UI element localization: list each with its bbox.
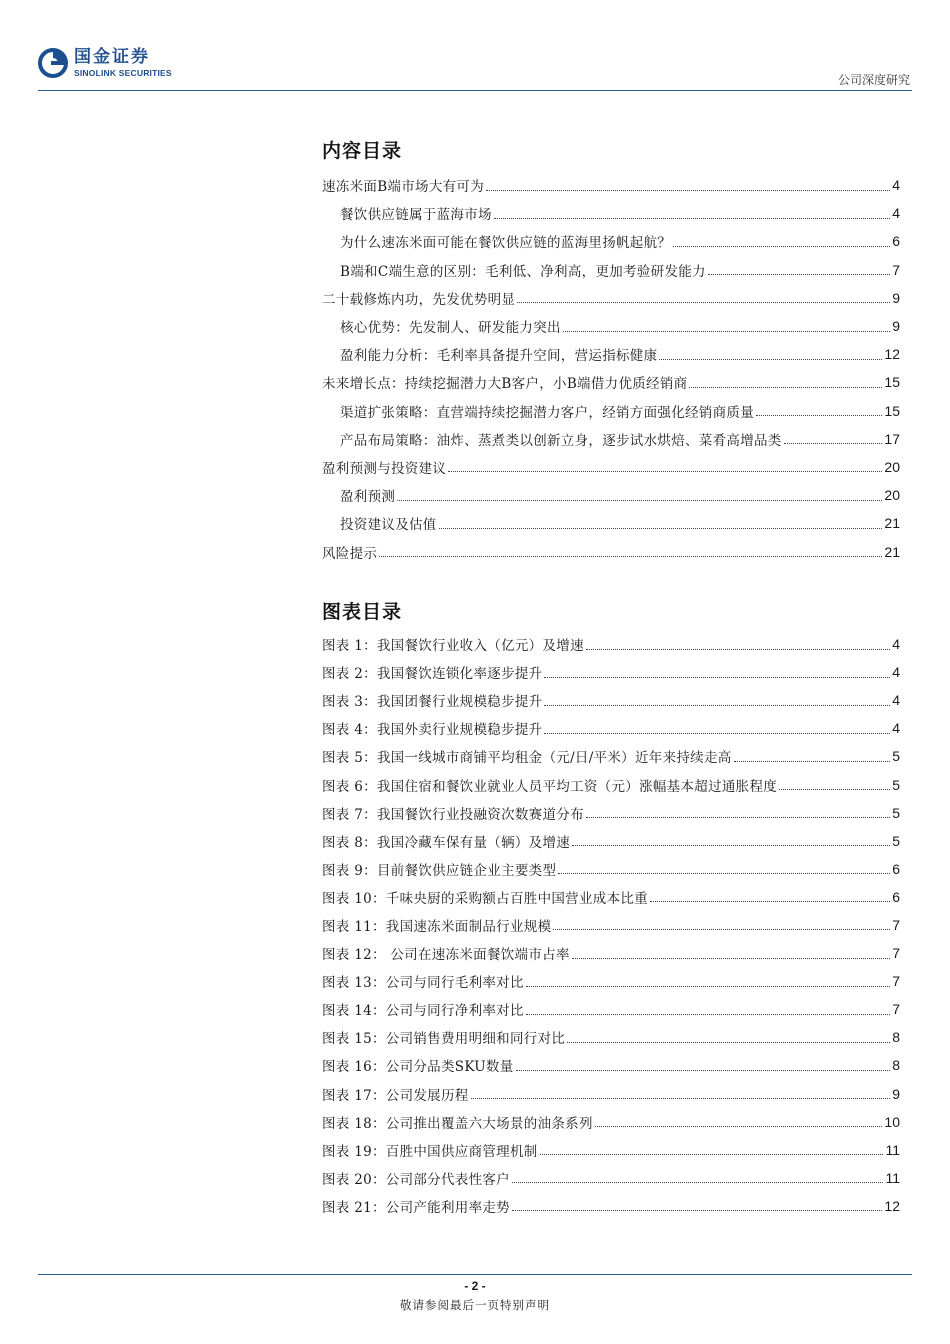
toc-entry-page: 15	[884, 374, 900, 391]
figure-entry-title: 图表 15：公司销售费用明细和同行对比	[322, 1031, 566, 1048]
dot-leader	[572, 845, 890, 846]
figure-entry[interactable]	[322, 939, 900, 967]
toc-entry-title: 速冻米面B端市场大有可为	[322, 179, 485, 196]
figure-entry[interactable]	[322, 995, 900, 1023]
figure-entry-page: 7	[892, 1001, 900, 1018]
figure-entry-page: 6	[892, 888, 900, 905]
figure-entry-page: 11	[885, 1141, 900, 1158]
figure-entry-page: 6	[892, 860, 900, 877]
figure-entry-title: 图表 19：百胜中国供应商管理机制	[322, 1143, 538, 1160]
toc-entry-page: 9	[892, 289, 900, 306]
figure-entry-title: 图表 20：公司部分代表性客户	[322, 1171, 510, 1188]
figure-entry-title: 图表 21：公司产能利用率走势	[322, 1199, 510, 1216]
toc-entry[interactable]	[322, 537, 900, 565]
toc-entry-title: 风险提示	[322, 545, 378, 562]
toc-entry-title: 二十载修炼内功，先发优势明显	[322, 291, 516, 308]
toc-entry-title: 盈利预测与投资建议	[322, 460, 447, 477]
toc-entry[interactable]	[322, 171, 900, 199]
figure-entry-page: 5	[892, 748, 900, 765]
dot-leader	[659, 359, 882, 360]
figure-entry-title: 图表 14：公司与同行净利率对比	[322, 1003, 524, 1020]
toc-entry-title: 餐饮供应链属于蓝海市场	[340, 207, 492, 224]
toc-entry[interactable]	[322, 227, 900, 255]
dot-leader	[526, 1014, 890, 1015]
dot-leader	[756, 415, 882, 416]
toc-entry-title: 未来增长点：持续挖掘潜力大B客户，小B端借力优质经销商	[322, 376, 688, 393]
figure-entry-title: 图表 11：我国速冻米面制品行业规模	[322, 918, 552, 935]
figure-entry-page: 7	[892, 945, 900, 962]
figure-entry-page: 5	[892, 776, 900, 793]
toc-entry-page: 4	[892, 177, 900, 194]
toc-entry[interactable]	[322, 199, 900, 227]
dot-leader	[779, 789, 890, 790]
logo-name-cn: 国金证券	[74, 46, 150, 67]
figure-entry-title: 图表 6：我国住宿和餐饮业就业人员平均工资（元）涨幅基本超过通胀程度	[322, 778, 778, 795]
figure-entry-title: 图表 13：公司与同行毛利率对比	[322, 975, 524, 992]
figure-entry[interactable]	[322, 742, 900, 770]
dot-leader	[595, 1126, 883, 1127]
figure-entry-title: 图表 9：目前餐饮供应链企业主要类型	[322, 862, 557, 879]
figure-entry-page: 4	[892, 720, 900, 737]
dot-leader	[784, 443, 883, 444]
dot-leader	[512, 1210, 882, 1211]
toc-entry-title: 盈利预测	[340, 489, 396, 506]
dot-leader	[448, 471, 882, 472]
dot-leader	[544, 705, 890, 706]
dot-leader	[544, 733, 890, 734]
dot-leader	[734, 761, 891, 762]
figure-entry[interactable]	[322, 630, 900, 658]
toc-entry-title: 为什么速冻米面可能在餐饮供应链的蓝海里扬帆起航？	[340, 235, 672, 252]
dot-leader	[379, 556, 882, 557]
page-header	[38, 48, 912, 94]
toc-list	[322, 171, 900, 566]
company-logo	[38, 48, 172, 78]
dot-leader	[563, 331, 890, 332]
figure-entry-title: 图表 8：我国冷藏车保有量（辆）及增速	[322, 834, 571, 851]
figure-entry[interactable]	[322, 911, 900, 939]
toc-entry-page: 6	[892, 233, 900, 250]
figure-entry[interactable]	[322, 883, 900, 911]
toc-entry-title: 渠道扩张策略：直营端持续挖掘潜力客户，经销方面强化经销商质量	[340, 404, 754, 421]
page-number: - 2 -	[464, 1279, 486, 1293]
figure-entry[interactable]	[322, 1051, 900, 1079]
figure-entry[interactable]	[322, 855, 900, 883]
figure-entry-page: 8	[892, 1029, 900, 1046]
dot-leader	[558, 873, 890, 874]
figure-entry[interactable]	[322, 770, 900, 798]
dot-leader	[526, 986, 890, 987]
dot-leader	[572, 958, 890, 959]
figure-entry-page: 5	[892, 832, 900, 849]
dot-leader	[689, 387, 882, 388]
figure-entry-page: 8	[892, 1057, 900, 1074]
toc-entry-page: 17	[884, 430, 900, 447]
toc-entry-page: 20	[884, 487, 900, 504]
figure-entry[interactable]	[322, 714, 900, 742]
figure-entry-page: 4	[892, 636, 900, 653]
figure-entry[interactable]	[322, 1164, 900, 1192]
dot-leader	[553, 929, 890, 930]
toc-entry[interactable]	[322, 397, 900, 425]
figure-entry-page: 7	[892, 973, 900, 990]
figure-entry-title: 图表 17：公司发展历程	[322, 1087, 469, 1104]
toc-entry[interactable]	[322, 284, 900, 312]
toc-entry[interactable]	[322, 453, 900, 481]
sinolink-logo-icon	[38, 48, 68, 78]
figure-entry-title: 图表 2：我国餐饮连锁化率逐步提升	[322, 666, 543, 683]
toc-entry-page: 4	[892, 205, 900, 222]
report-type-label: 公司深度研究	[837, 73, 910, 87]
dot-leader	[650, 901, 890, 902]
toc-entry[interactable]	[322, 256, 900, 284]
dot-leader	[397, 500, 882, 501]
dot-leader	[567, 1042, 890, 1043]
toc-entry-page: 7	[892, 261, 900, 278]
dot-leader	[544, 677, 890, 678]
figure-entry[interactable]	[322, 686, 900, 714]
toc-entry-title: 投资建议及估值	[340, 517, 437, 534]
dot-leader	[486, 190, 890, 191]
figure-entry[interactable]	[322, 1023, 900, 1051]
figure-entry-title: 图表 10：千味央厨的采购额占百胜中国营业成本比重	[322, 890, 648, 907]
dot-leader	[708, 274, 890, 275]
figure-entry-title: 图表 18：公司推出覆盖六大场景的油条系列	[322, 1115, 593, 1132]
toc-entry-page: 12	[884, 346, 900, 363]
dot-leader	[586, 817, 890, 818]
footer-disclaimer: 敬请参阅最后一页特别声明	[400, 1298, 550, 1312]
toc-entry[interactable]	[322, 481, 900, 509]
toc-entry[interactable]	[322, 368, 900, 396]
figure-entry-page: 5	[892, 804, 900, 821]
dot-leader	[494, 218, 890, 219]
dot-leader	[471, 1098, 891, 1099]
toc-entry-page: 15	[884, 402, 900, 419]
figure-entry-page: 4	[892, 664, 900, 681]
figure-entry[interactable]	[322, 658, 900, 686]
figures-list	[322, 630, 900, 1220]
toc-title: 内容目录	[322, 140, 403, 162]
dot-leader	[512, 1182, 883, 1183]
figure-entry-page: 11	[885, 1169, 900, 1186]
toc-entry-title: 产品布局策略：油炸、蒸煮类以创新立身，逐步试水烘焙、菜肴高增品类	[340, 432, 782, 449]
dot-leader	[586, 649, 890, 650]
toc-entry-title: 盈利能力分析：毛利率具备提升空间，营运指标健康	[340, 348, 658, 365]
figure-entry[interactable]	[322, 827, 900, 855]
header-divider	[38, 90, 912, 91]
figure-entry-page: 10	[884, 1113, 900, 1130]
figure-entry-title: 图表 5：我国一线城市商铺平均租金（元/日/平米）近年来持续走高	[322, 750, 732, 767]
dot-leader	[540, 1154, 884, 1155]
toc-entry-page: 21	[884, 543, 900, 560]
toc-entry[interactable]	[322, 312, 900, 340]
dot-leader	[516, 1070, 891, 1071]
figure-entry-title: 图表 7：我国餐饮行业投融资次数赛道分布	[322, 806, 584, 823]
figure-entry[interactable]	[322, 1136, 900, 1164]
toc-entry[interactable]	[322, 425, 900, 453]
footer-divider	[38, 1274, 912, 1275]
figure-entry-page: 4	[892, 692, 900, 709]
toc-entry-page: 21	[884, 515, 900, 532]
figure-entry[interactable]	[322, 1192, 900, 1220]
figure-entry[interactable]	[322, 1080, 900, 1108]
figure-entry-page: 7	[892, 916, 900, 933]
logo-name-en: SINOLINK SECURITIES	[74, 67, 172, 78]
toc-entry[interactable]	[322, 509, 900, 537]
toc-entry-title: 核心优势：先发制人、研发能力突出	[340, 320, 561, 337]
figure-entry-page: 12	[884, 1197, 900, 1214]
figure-entry-title: 图表 3：我国团餐行业规模稳步提升	[322, 694, 543, 711]
figure-entry-page: 9	[892, 1085, 900, 1102]
toc-entry-title: B端和C端生意的区别：毛利低、净利高，更加考验研发能力	[340, 263, 706, 280]
figure-entry-title: 图表 4：我国外卖行业规模稳步提升	[322, 722, 543, 739]
toc-entry-page: 9	[892, 318, 900, 335]
toc-entry-page: 20	[884, 458, 900, 475]
dot-leader	[439, 528, 883, 529]
figure-entry-title: 图表 12： 公司在速冻米面餐饮端市占率	[322, 947, 570, 964]
figure-entry[interactable]	[322, 799, 900, 827]
dot-leader	[517, 302, 890, 303]
figures-title: 图表目录	[322, 601, 403, 623]
toc-entry[interactable]	[322, 340, 900, 368]
figure-entry-title: 图表 1：我国餐饮行业收入（亿元）及增速	[322, 638, 584, 655]
figure-entry[interactable]	[322, 1108, 900, 1136]
dot-leader	[673, 246, 890, 247]
figure-entry-title: 图表 16：公司分品类SKU数量	[322, 1059, 514, 1076]
figure-entry[interactable]	[322, 967, 900, 995]
